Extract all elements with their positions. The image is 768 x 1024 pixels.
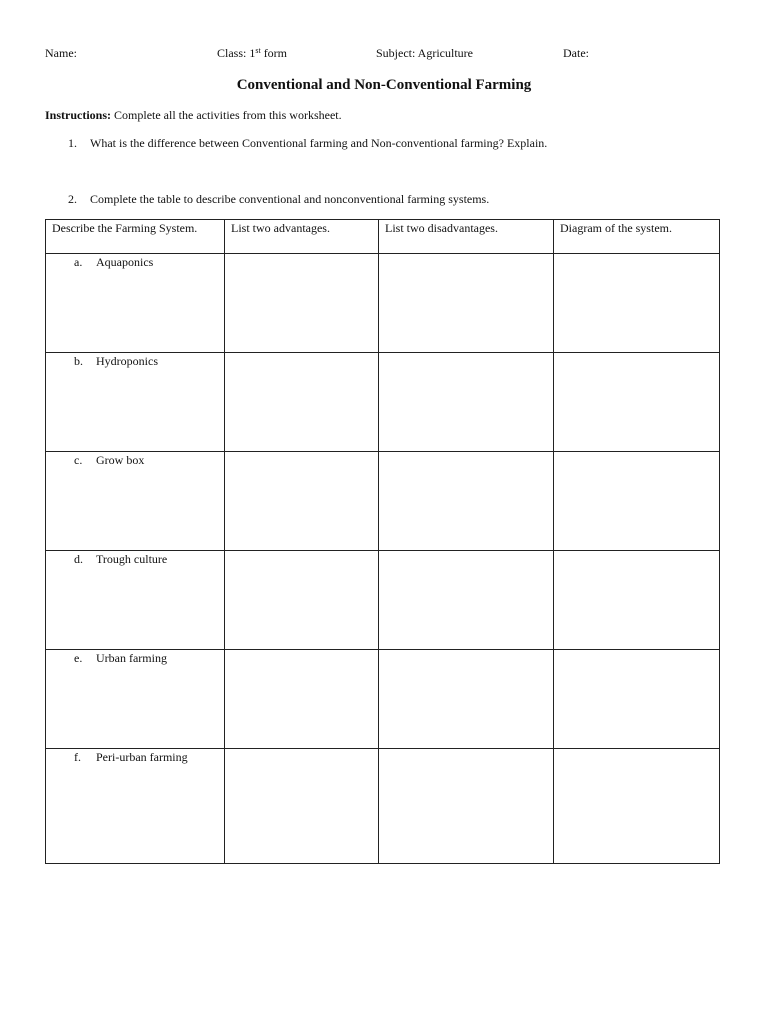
- question-text: Complete the table to describe conventional and nonconventional farming systems.: [90, 192, 490, 206]
- class-label-text: Class: 1: [217, 46, 256, 60]
- row-letter: e.: [74, 651, 83, 665]
- header-diagram: Diagram of the system.: [554, 220, 720, 254]
- advantages-cell[interactable]: [225, 452, 379, 551]
- header-disadvantages: List two disadvantages.: [379, 220, 554, 254]
- row-letter: b.: [74, 354, 83, 368]
- system-cell: [46, 353, 225, 452]
- diagram-cell[interactable]: [554, 353, 720, 452]
- row-letter: f.: [74, 750, 81, 764]
- class-ordinal-suffix: st: [255, 46, 261, 55]
- disadvantages-cell[interactable]: [379, 353, 554, 452]
- system-cell: [46, 749, 225, 864]
- table-row: [46, 551, 720, 650]
- row-letter: c.: [74, 453, 83, 467]
- advantages-cell[interactable]: [225, 650, 379, 749]
- table-row: [46, 353, 720, 452]
- disadvantages-cell[interactable]: [379, 551, 554, 650]
- table-header-row: [46, 220, 720, 254]
- instructions-text: Complete all the activities from this worksheet.: [111, 108, 342, 122]
- system-name: Grow box: [96, 453, 145, 467]
- system-name: Hydroponics: [96, 354, 158, 368]
- question-text: What is the difference between Conventional farming and Non-conventional farming? Explain.: [90, 136, 548, 150]
- table-row: [46, 452, 720, 551]
- diagram-cell[interactable]: [554, 551, 720, 650]
- question-number: 2.: [68, 192, 77, 206]
- diagram-cell[interactable]: [554, 452, 720, 551]
- worksheet-title: Conventional and Non-Conventional Farming: [236, 77, 532, 93]
- farming-systems-table: [45, 219, 720, 864]
- advantages-cell[interactable]: [225, 551, 379, 650]
- date-field-label: Date:: [563, 46, 589, 60]
- diagram-cell[interactable]: [554, 254, 720, 353]
- row-letter: a.: [74, 255, 83, 269]
- disadvantages-cell[interactable]: [379, 749, 554, 864]
- question-1: [68, 136, 547, 151]
- row-letter: d.: [74, 552, 83, 566]
- advantages-cell[interactable]: [225, 353, 379, 452]
- question-2: [68, 192, 489, 207]
- disadvantages-cell[interactable]: [379, 650, 554, 749]
- system-cell: [46, 254, 225, 353]
- question-number: 1.: [68, 136, 77, 150]
- instructions-label: Instructions:: [45, 108, 112, 122]
- advantages-cell[interactable]: [225, 749, 379, 864]
- table-row: [46, 254, 720, 353]
- table-row: [46, 650, 720, 749]
- system-cell: [46, 551, 225, 650]
- class-form-text: form: [260, 46, 288, 60]
- system-cell: [46, 452, 225, 551]
- instructions: [45, 108, 342, 123]
- header-advantages: List two advantages.: [225, 220, 379, 254]
- header-describe-system: Describe the Farming System.: [46, 220, 225, 254]
- system-name: Aquaponics: [96, 255, 154, 269]
- system-name: Trough culture: [96, 552, 168, 566]
- diagram-cell[interactable]: [554, 650, 720, 749]
- class-field-label: [217, 46, 287, 61]
- system-cell: [46, 650, 225, 749]
- name-field-label: Name:: [45, 46, 77, 60]
- disadvantages-cell[interactable]: [379, 254, 554, 353]
- diagram-cell[interactable]: [554, 749, 720, 864]
- subject-field-label: Subject: Agriculture: [376, 46, 473, 60]
- advantages-cell[interactable]: [225, 254, 379, 353]
- disadvantages-cell[interactable]: [379, 452, 554, 551]
- system-name: Peri-urban farming: [96, 750, 188, 764]
- system-name: Urban farming: [96, 651, 167, 665]
- table-row: [46, 749, 720, 864]
